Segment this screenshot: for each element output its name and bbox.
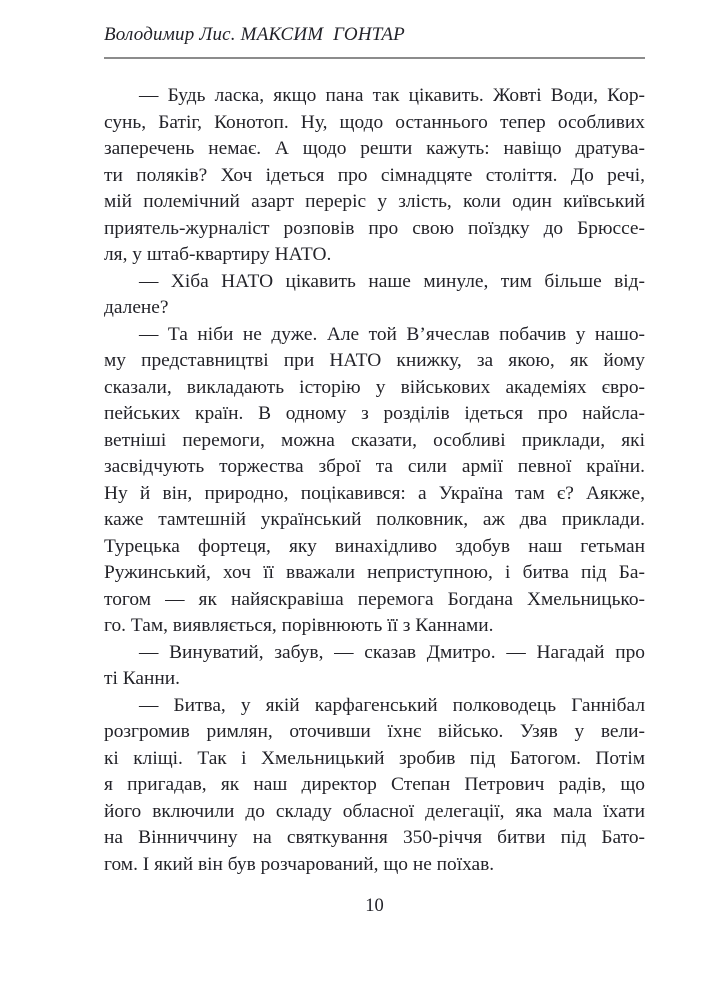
text-line: його включили до складу обласної делегації, яка мала їхати: [104, 800, 645, 822]
text-line: каже тамтешній український полковник, аж два приклади.: [104, 509, 645, 530]
text-line: му представництві при НАТО книжку, за якою, як йому: [104, 350, 645, 371]
text-line: ветніші перемоги, можна сказати, особливі приклади, які: [104, 429, 645, 451]
text-line: — Хіба НАТО цікавить наше минуле, тим більше від-: [139, 270, 645, 292]
text-line: Ружинський, хоч її вважали неприступною, і битва під Ба-: [104, 562, 645, 583]
text-line: ті Канни.: [104, 668, 180, 689]
text-line: сказали, викладають історію у військових академіях євро-: [104, 376, 645, 398]
text-line: сунь, Батіг, Конотоп. Ну, щодо останнього тепер особливих: [104, 111, 645, 133]
running-header: Володимир Лис. МАКСИМ ГОНТАР: [104, 24, 405, 45]
text-line: Турецька фортеця, яку винахідливо здобув наш гетьман: [104, 535, 645, 557]
header-rule: [104, 57, 645, 59]
text-line: гом. І який він був розчарований, що не поїхав.: [104, 853, 495, 875]
paragraph: [104, 269, 645, 322]
page-number: 10: [365, 896, 384, 916]
paragraph: [104, 322, 645, 640]
text-line: — Битва, у якій карфагенський полководець Ганнібал: [139, 694, 645, 716]
text-line: ля, у штаб-квартиру НАТО.: [104, 244, 332, 265]
text-line: я пригадав, як наш директор Степан Петрович радів, що: [104, 774, 645, 795]
text-line: го. Там, виявляється, порівнюють її з Каннами.: [104, 615, 494, 636]
text-block: [104, 83, 645, 878]
text-line: тогом — як найяскравіша перемога Богдана Хмельницько-: [104, 588, 645, 610]
text-line: приятель-журналіст розповів про свою поїздку до Брюссе-: [104, 217, 645, 239]
text-line: засвідчують торжества зброї та сили армії певної країни.: [104, 456, 645, 477]
paragraph: [104, 83, 645, 269]
text-line: далене?: [104, 297, 169, 318]
text-line: заперечень немає. А щодо решти кажуть: навіщо дратува-: [104, 138, 645, 159]
text-line: мій полемічний азарт переріс у злість, коли один київський: [104, 191, 645, 212]
text-line: пейських країн. В одному з розділів ідеться про найсла-: [104, 403, 645, 424]
text-line: — Винуватий, забув, — сказав Дмитро. — Нагадай про: [139, 641, 645, 663]
text-line: — Будь ласка, якщо пана так цікавить. Жовті Води, Кор-: [139, 85, 645, 106]
text-line: розгромив римлян, оточивши їхнє військо. Узяв у вели-: [104, 721, 645, 742]
text-line: кі кліщі. Так і Хмельницький зробив під Батогом. Потім: [104, 747, 645, 769]
paragraph: [104, 640, 645, 693]
text-line: — Та ніби не дуже. Але той В’ячеслав побачив у нашо-: [139, 323, 645, 345]
paragraph: [104, 693, 645, 879]
text-line: на Вінниччину на святкування 350-річчя битви під Бато-: [104, 827, 645, 848]
text-line: Ну й він, природно, поцікавився: а Україна там є? Аякже,: [104, 482, 645, 504]
text-line: ти поляків? Хоч ідеться про сімнадцяте століття. До речі,: [104, 164, 645, 186]
